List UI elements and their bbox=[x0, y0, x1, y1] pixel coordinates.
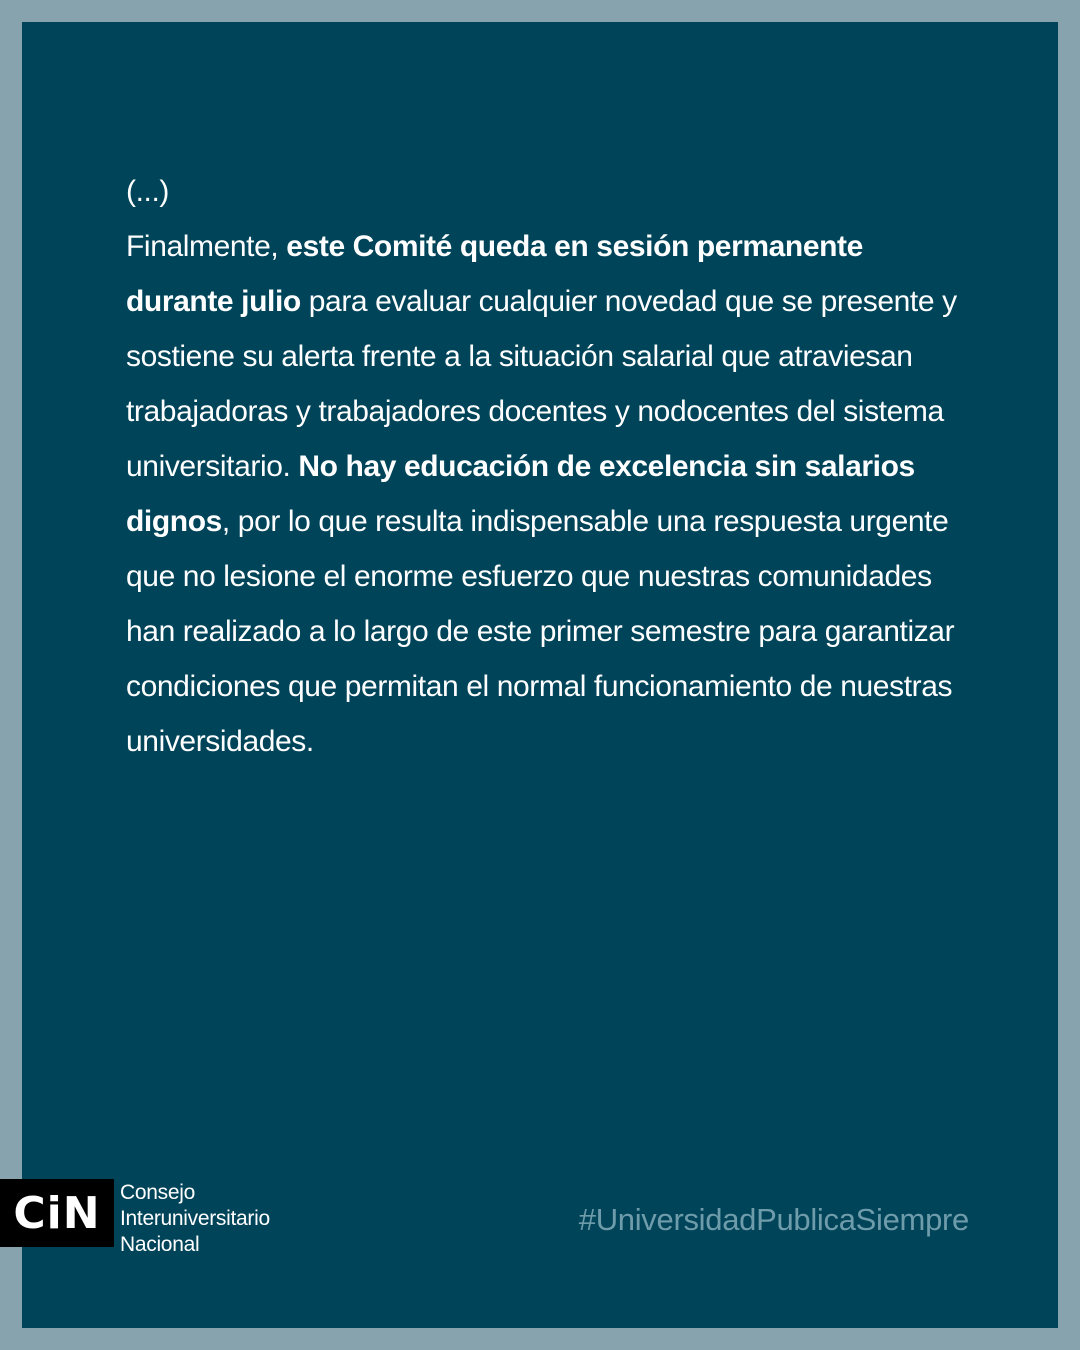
segment-1: Finalmente, bbox=[126, 230, 287, 263]
cin-logo-mark: CiN bbox=[0, 1179, 114, 1247]
hashtag: #UniversidadPublicaSiempre bbox=[578, 1202, 969, 1237]
logo-line-2: Interuniversitario bbox=[120, 1207, 270, 1230]
segment-4-bold: No hay educación de excelencia sin salarios dignos bbox=[126, 450, 915, 538]
statement-text bbox=[126, 164, 976, 769]
ellipsis: (...) bbox=[126, 175, 169, 208]
cin-logo-wordmark bbox=[120, 1180, 270, 1258]
logo-line-3: Nacional bbox=[120, 1233, 200, 1256]
segment-3: para evaluar cualquier novedad que se presente y sostiene su alerta frente a la situación salarial que atraviesan trabajadoras y trabajadores docentes y nodocentes del sistema universitario. bbox=[126, 285, 957, 483]
segment-5: , por lo que resulta indispensable una respuesta urgente que no lesione el enorme esfuerzo que nuestras comunidades han realizado a lo largo de este primer semestre para garantizar condiciones que permitan el normal funcionamiento de nuestras universidades. bbox=[126, 505, 955, 758]
cin-logo bbox=[0, 1179, 270, 1256]
logo-line-1: Consejo bbox=[120, 1181, 195, 1204]
segment-2-bold: este Comité queda en sesión permanente durante julio bbox=[126, 230, 863, 318]
content-panel bbox=[13, 22, 1058, 1328]
